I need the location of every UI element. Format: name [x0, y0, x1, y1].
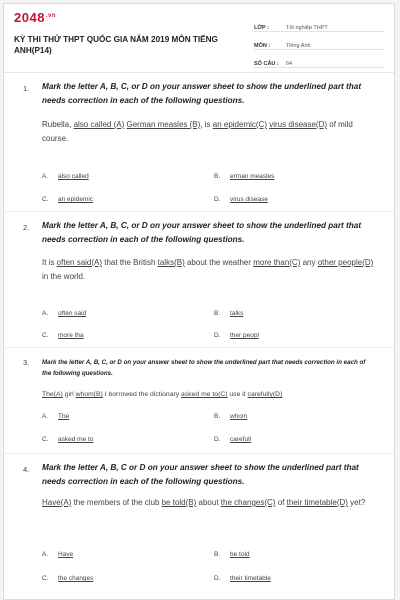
- question-sentence: [42, 389, 377, 400]
- exam-header: [4, 4, 394, 72]
- option-b[interactable]: [214, 310, 243, 317]
- logo-suffix: .vn: [45, 12, 57, 19]
- option-letter: A.: [42, 310, 49, 317]
- question-number: 1.: [23, 84, 30, 93]
- option-text: asked me to: [58, 436, 94, 443]
- meta-value: Tốt nghiệp THPT: [286, 25, 328, 31]
- option-d[interactable]: [214, 332, 259, 339]
- question-number: 4.: [23, 465, 30, 474]
- underlined-segment: asked me to(C): [181, 391, 228, 398]
- option-text: The: [58, 413, 70, 420]
- underlined-segment: whom(B): [75, 391, 103, 398]
- meta-value: 64: [286, 61, 293, 67]
- option-text: carefull: [230, 436, 251, 443]
- option-text: erman measles: [230, 173, 275, 180]
- option-text: often said: [58, 310, 87, 317]
- option-text: the changes: [58, 575, 94, 582]
- meta-label: LỚP :: [254, 25, 269, 31]
- sentence-text: yet?: [347, 498, 366, 507]
- sentence-text: that the British: [102, 258, 158, 267]
- option-d[interactable]: [214, 196, 268, 203]
- question-prompt: Mark the letter A, B, C, or D on your answer sheet to show the underlined part that needs correction in each of the following questions.: [42, 82, 362, 105]
- sentence-text: It is: [42, 258, 57, 267]
- option-text: more tha: [58, 332, 84, 339]
- logo-text: 2048: [14, 10, 45, 25]
- underlined-segment: also called (A): [73, 120, 125, 129]
- question-prompt: Mark the letter A, B, C or D on your answer sheet to show the underlined part that needs correction in each of the following questions.: [42, 463, 359, 486]
- question-prompt: Mark the letter A, B, C, or D on your answer sheet to show the underlined part that needs correction in each of the following questions.: [42, 221, 362, 244]
- option-text: virus disease: [230, 196, 268, 203]
- exam-meta: [254, 16, 384, 70]
- underlined-segment: virus disease(D): [269, 120, 328, 129]
- option-text: be told: [230, 551, 250, 558]
- question-prompt: Mark the letter A, B, C, or D on your answer sheet to show the underlined part that needs correction in each of the following questions.: [42, 359, 366, 377]
- underlined-segment: the changes(C): [220, 498, 276, 507]
- option-d[interactable]: [214, 436, 251, 443]
- meta-value: Tiếng Anh: [286, 43, 311, 49]
- question-sentence: [42, 256, 377, 284]
- option-letter: A.: [42, 551, 49, 558]
- option-text: whom: [230, 413, 248, 420]
- option-letter: C.: [42, 196, 49, 203]
- option-a[interactable]: [42, 413, 69, 420]
- option-text: their timetable: [230, 575, 271, 582]
- option-text: ther peopl: [230, 332, 259, 339]
- exam-title: KỲ THI THỬ THPT QUỐC GIA NĂM 2019 MÔN TIẾNG ANH(P14): [14, 35, 218, 55]
- option-letter: D.: [214, 575, 221, 582]
- option-b[interactable]: [214, 551, 250, 558]
- option-letter: C.: [42, 436, 49, 443]
- option-a[interactable]: [42, 173, 89, 180]
- sentence-text: I borrowed the dictionary: [102, 391, 182, 398]
- option-letter: C.: [42, 332, 49, 339]
- option-letter: D.: [214, 332, 221, 339]
- underlined-segment: carefully(D): [247, 391, 283, 398]
- option-c[interactable]: [42, 436, 93, 443]
- question-sentence: [42, 118, 377, 146]
- question-sentence: [42, 496, 377, 510]
- sentence-text: Rubella,: [42, 120, 74, 129]
- option-a[interactable]: [42, 551, 73, 558]
- sentence-text: about the weather: [184, 258, 254, 267]
- option-a[interactable]: [42, 310, 86, 317]
- question-divider: [4, 347, 394, 348]
- option-letter: B.: [214, 551, 221, 558]
- underlined-segment: more than(C): [253, 258, 301, 267]
- option-c[interactable]: [42, 332, 84, 339]
- meta-row-count: [254, 52, 384, 68]
- option-letter: D.: [214, 196, 221, 203]
- meta-row-class: [254, 16, 384, 32]
- question-number: 2.: [23, 223, 30, 232]
- meta-label: MÔN :: [254, 43, 271, 49]
- sentence-text: any: [300, 258, 318, 267]
- option-text: Have: [58, 551, 74, 558]
- meta-row-subject: [254, 34, 384, 50]
- option-text: also called: [58, 173, 89, 180]
- sentence-text: of: [275, 498, 287, 507]
- question-divider: [4, 453, 394, 454]
- sentence-text: use it: [227, 391, 248, 398]
- option-b[interactable]: [214, 173, 274, 180]
- underlined-segment: Have(A): [42, 498, 72, 507]
- option-text: an epidemic: [58, 196, 94, 203]
- site-logo[interactable]: [14, 10, 56, 25]
- underlined-segment: their timetable(D): [286, 498, 348, 507]
- underlined-segment: be told(B): [161, 498, 197, 507]
- option-c[interactable]: [42, 575, 93, 582]
- option-d[interactable]: [214, 575, 271, 582]
- option-letter: C.: [42, 575, 49, 582]
- underlined-segment: often said(A): [56, 258, 103, 267]
- underlined-segment: other people(D): [317, 258, 374, 267]
- option-letter: A.: [42, 413, 49, 420]
- question-number: 3.: [23, 358, 30, 367]
- underlined-segment: talks(B): [157, 258, 185, 267]
- sentence-text: of mild course.: [42, 120, 353, 143]
- option-letter: D.: [214, 436, 221, 443]
- option-letter: B.: [214, 173, 221, 180]
- underlined-segment: German measles (B): [126, 120, 201, 129]
- sentence-text: the members of the club: [71, 498, 162, 507]
- option-letter: A.: [42, 173, 49, 180]
- underlined-segment: The(A): [42, 391, 63, 398]
- sentence-text: in the world.: [42, 272, 86, 281]
- exam-page: [3, 3, 395, 600]
- option-letter: B.: [214, 310, 221, 317]
- option-b[interactable]: [214, 413, 247, 420]
- header-divider: [4, 72, 394, 73]
- option-letter: B.: [214, 413, 221, 420]
- sentence-text: girl: [62, 391, 76, 398]
- question-divider: [4, 211, 394, 212]
- meta-label: SỐ CÂU :: [254, 61, 279, 67]
- option-c[interactable]: [42, 196, 93, 203]
- option-text: talks: [230, 310, 244, 317]
- sentence-text: , is: [200, 120, 213, 129]
- underlined-segment: an epidemic(C): [212, 120, 267, 129]
- sentence-text: about: [196, 498, 221, 507]
